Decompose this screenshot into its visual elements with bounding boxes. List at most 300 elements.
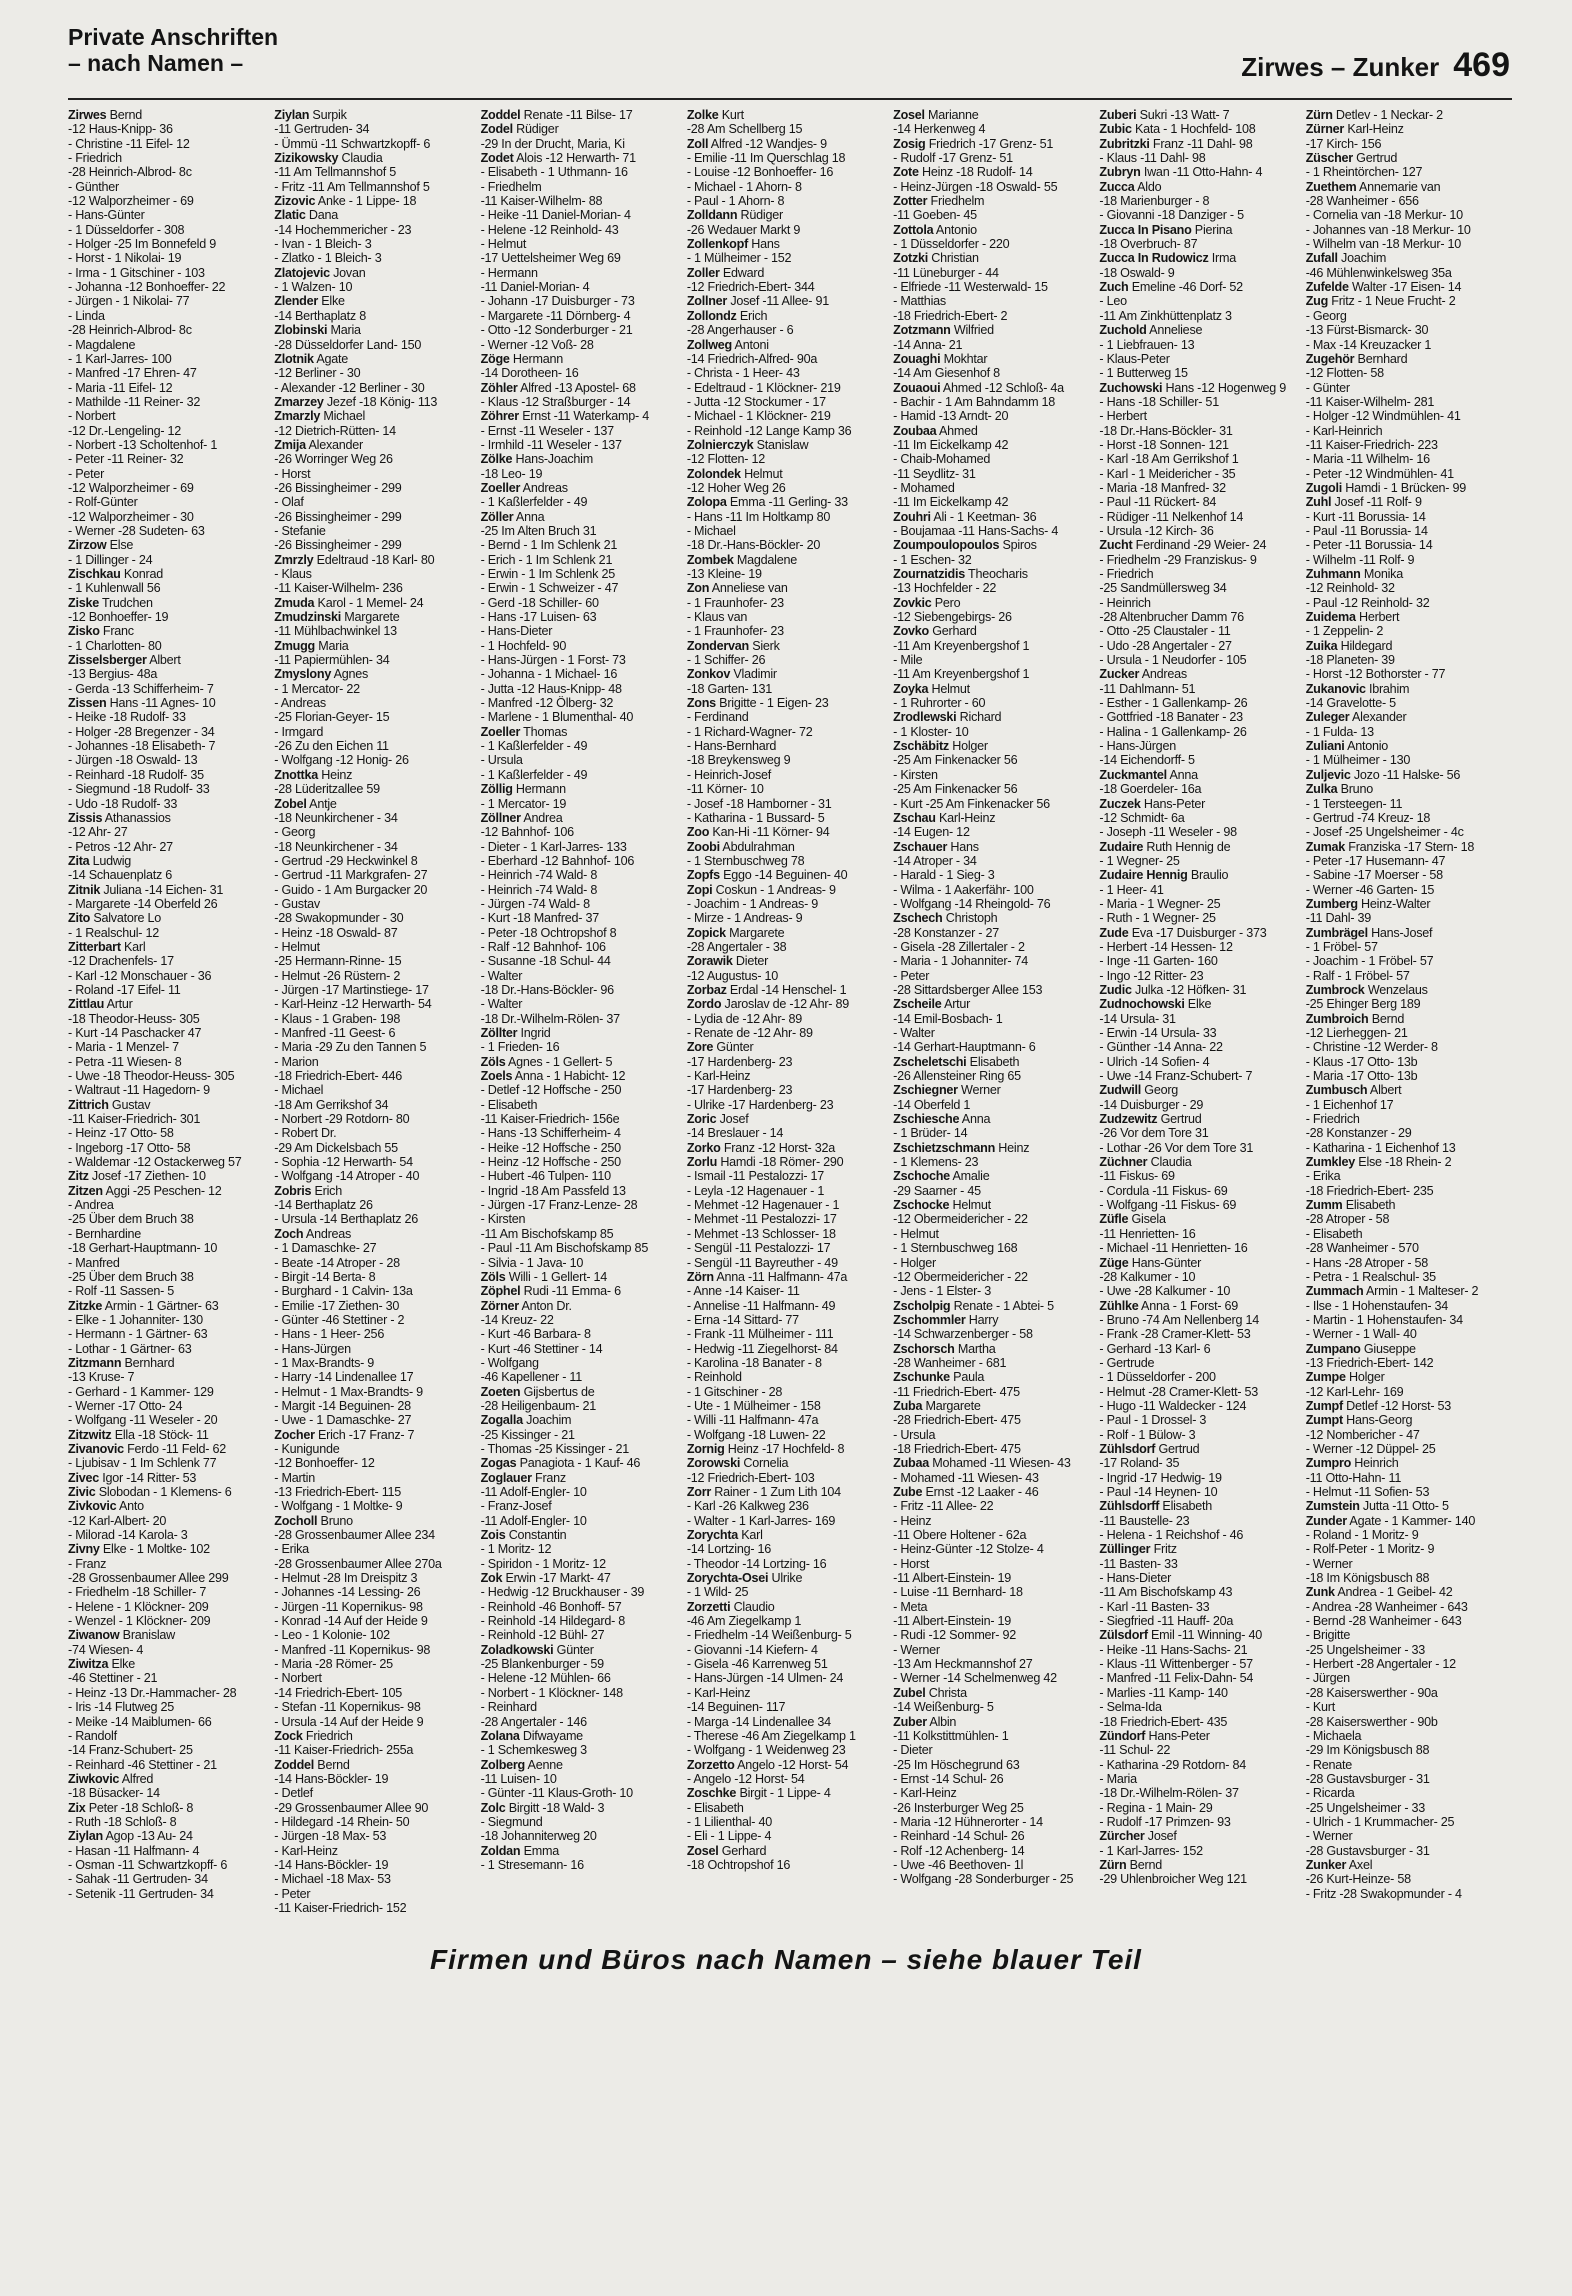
directory-line: - Wolfgang -14 Rheingold- 76	[893, 896, 1051, 911]
directory-line: - Reinhold -46 Bonhoff- 57	[480, 1599, 622, 1614]
directory-line: -14 Emil-Bosbach- 1	[893, 1011, 1003, 1026]
directory-line: - Fritz -11 Am Tellmannshof 5	[274, 179, 430, 194]
directory-line: - Guido - 1 Am Burgacker 20	[274, 882, 428, 897]
directory-line: - Paul -12 Reinhold- 32	[1305, 595, 1430, 610]
directory-line: -12 Lierheggen- 21	[1305, 1026, 1408, 1040]
directory-line: - Michael - 1 Klöckner- 219	[686, 409, 831, 424]
directory-line: -18 Friedrich-Ebert- 2	[893, 308, 1008, 323]
directory-line: - Heinrich -74 Wald- 8	[480, 882, 598, 897]
directory-line: -18 Gerhart-Hauptmann- 10	[68, 1241, 218, 1256]
directory-line: - Uwe -28 Kalkumer - 10	[1099, 1284, 1231, 1299]
directory-line: - Angelo -12 Horst- 54	[686, 1771, 805, 1786]
directory-line: -14 Eugen- 12	[893, 825, 970, 840]
surname-entry: Zodel Rüdiger	[480, 122, 559, 137]
directory-line: - 1 Klemens- 23	[893, 1155, 979, 1170]
surname: Zouaoui	[893, 380, 941, 395]
surname-entry: Zörn Anna -11 Halfmann- 47a	[686, 1269, 848, 1284]
directory-line: - Karl -11 Basten- 33	[1099, 1599, 1210, 1614]
directory-line: - Jürgen -11 Kopernikus- 98	[274, 1599, 423, 1614]
header-range	[1241, 46, 1510, 85]
surname: Zoddel	[480, 108, 521, 122]
surname: Zmrzly	[274, 552, 314, 567]
directory-line: - Franz-Josef	[480, 1499, 552, 1514]
directory-line: - Manfred -17 Ehren- 47	[68, 366, 197, 381]
directory-line: - 1 Damaschke- 27	[274, 1241, 377, 1256]
surname-entry: Züllinger Fritz	[1099, 1542, 1177, 1557]
directory-line: - Horst - 1 Nikolai- 19	[68, 251, 182, 266]
surname-entry: Zoumpoulopoulos Spiros	[893, 538, 1037, 553]
surname-entry: Zumkley Else -18 Rhein- 2	[1305, 1155, 1452, 1170]
surname-entry: Zopick Margarete	[686, 925, 785, 940]
surname-entry: Zoo Kan-Hi -11 Körner- 94	[686, 825, 830, 840]
directory-line: - Reinhard -18 Rudolf- 35	[68, 767, 204, 782]
directory-line: -12 Siebengebirgs- 26	[893, 610, 1012, 625]
directory-line: - Josef -18 Hamborner - 31	[686, 796, 832, 811]
directory-line: - Paul - 1 Drossel- 3	[1099, 1413, 1207, 1428]
directory-line: - Werner	[1305, 1556, 1353, 1571]
directory-line: - Hans-Jürgen	[274, 1341, 351, 1356]
directory-line: -12 Flotten- 12	[686, 452, 765, 467]
directory-line: - 1 Butterweg 15	[1099, 366, 1188, 381]
surname: Zumbusch	[1305, 1083, 1368, 1098]
surname-entry: Zube Ernst -12 Laaker - 46	[893, 1485, 1039, 1499]
surname: Zmija	[274, 437, 306, 452]
surname: Zscholpig	[893, 1298, 951, 1313]
directory-column-5	[893, 108, 1099, 2138]
directory-line: - Erwin -14 Ursula- 33	[1099, 1026, 1217, 1040]
surname-entry: Zitnik Juliana -14 Eichen- 31	[68, 882, 224, 897]
directory-line: - Udo -28 Angertaler - 27	[1099, 638, 1232, 653]
directory-line: - 1 Kuhlenwall 56	[68, 581, 161, 596]
surname: Zizikowsky	[274, 151, 339, 166]
surname: Zschiegner	[893, 1083, 958, 1098]
surname-entry: Zouhri Ali - 1 Keetman- 36	[893, 509, 1037, 524]
directory-line: - Mehmet -11 Pestalozzi- 17	[686, 1212, 837, 1227]
surname-entry: Zöllig Hermann	[480, 782, 566, 797]
directory-line: - Klaus - 1 Graben- 198	[274, 1011, 401, 1026]
surname-entry: Zug Fritz - 1 Neue Frucht- 2	[1305, 294, 1456, 309]
directory-line: -18 Overbruch- 87	[1099, 237, 1198, 252]
directory-line: - Irma - 1 Gitschiner - 103	[68, 265, 205, 280]
surname-entry: Zuika Hildegard	[1305, 638, 1393, 653]
surname-entry: Zölke Hans-Joachim	[480, 452, 593, 467]
directory-line: - Brigitte	[1305, 1628, 1351, 1643]
directory-line: - Werner - 1 Wall- 40	[1305, 1327, 1417, 1342]
surname: Zobris	[274, 1183, 312, 1198]
directory-line: - 1 Dillinger - 24	[68, 552, 153, 567]
directory-line: -26 Wedauer Markt 9	[686, 222, 801, 237]
surname-entry: Zulka Bruno	[1305, 782, 1373, 797]
surname: Zix	[68, 1800, 86, 1815]
directory-line: - Beate -14 Atroper - 28	[274, 1255, 400, 1270]
directory-line: - Silvia - 1 Java- 10	[480, 1255, 584, 1270]
directory-line: - Matthias	[893, 294, 946, 309]
directory-line: - Mirze - 1 Andreas- 9	[686, 911, 803, 926]
directory-line: -18 Friedrich-Ebert- 475	[893, 1441, 1021, 1456]
surname: Zlender	[274, 294, 319, 309]
directory-line: -25 Ungelsheimer - 33	[1305, 1800, 1426, 1815]
directory-line: -28 Atroper - 58	[1305, 1212, 1390, 1227]
directory-line: - Frank -28 Cramer-Klett- 53	[1099, 1327, 1251, 1342]
surname-entry: Zivanovic Ferdo -11 Feld- 62	[68, 1441, 226, 1456]
directory-line: -28 Heiligenbaum- 21	[480, 1398, 596, 1413]
surname: Zoglauer	[480, 1470, 532, 1485]
section-title-line-1: Private Anschriften	[68, 24, 279, 50]
surname: Zscheletschi	[893, 1054, 967, 1069]
directory-line: - Herbert	[1099, 409, 1147, 424]
directory-line: - Paul - 1 Ahorn- 8	[686, 194, 785, 209]
surname-entry: Zottola Antonio	[893, 222, 977, 237]
surname-entry: Zucker Andreas	[1099, 667, 1187, 682]
directory-line: - Martin - 1 Hohenstaufen- 34	[1305, 1312, 1463, 1327]
directory-line: - Elke - 1 Johanniter- 130	[68, 1312, 203, 1327]
surname-entry: Zscheile Artur	[893, 997, 971, 1012]
directory-line: -17 Uettelsheimer Weg 69	[480, 251, 621, 266]
directory-line: -28 Sittardsberger Allee 153	[893, 982, 1043, 997]
footer-note: Firmen und Büros nach Namen – siehe blauer Teil	[430, 1944, 1142, 1975]
directory-line: - Ralf - 1 Fröbel- 57	[1305, 968, 1410, 983]
directory-line: -18 Johanniterweg 20	[480, 1829, 597, 1844]
directory-line: - Luise -11 Bernhard- 18	[893, 1585, 1023, 1600]
directory-line: -13 Fürst-Bismarck- 30	[1305, 323, 1429, 338]
directory-line: -14 Hans-Böckler- 19	[274, 1771, 389, 1786]
surname-entry: Zöller Anna	[480, 509, 545, 524]
directory-line: - Heike -18 Rudolf- 33	[68, 710, 186, 725]
surname: Zube	[893, 1485, 923, 1499]
directory-line: - Emilie -17 Ziethen- 30	[274, 1298, 400, 1313]
surname: Zoldan	[480, 1843, 521, 1858]
directory-line: - Milorad -14 Karola- 3	[68, 1528, 188, 1543]
directory-line: - Georg	[1305, 308, 1347, 323]
surname: Zogas	[480, 1456, 517, 1471]
directory-line: - Gustav	[274, 896, 320, 911]
surname: Zote	[893, 165, 919, 180]
surname: Zischkau	[68, 567, 121, 581]
directory-line: - Heinz-Günter -12 Stolze- 4	[893, 1542, 1044, 1557]
surname-entry: Zobris Erich	[274, 1183, 342, 1198]
surname: Zuhl	[1305, 495, 1332, 510]
surname: Zschocke	[893, 1198, 950, 1213]
surname-entry: Zoels Anna - 1 Habicht- 12	[480, 1069, 626, 1084]
directory-line: -18 Planeten- 39	[1305, 653, 1395, 668]
directory-line: - Susanne -18 Schul- 44	[480, 954, 611, 969]
directory-line: -14 Oberfeld 1	[893, 1097, 971, 1112]
surname-entry: Zosig Friedrich -17 Grenz- 51	[893, 136, 1054, 151]
directory-line: - 1 Eichenhof 17	[1305, 1097, 1394, 1112]
surname-entry: Zudwill Georg	[1099, 1083, 1179, 1098]
directory-line: -12 Bahnhof- 106	[480, 825, 574, 840]
directory-line: - Sophia -12 Herwarth- 54	[274, 1155, 413, 1170]
surname: Zubritzki	[1099, 136, 1150, 151]
surname: Zummach	[1305, 1284, 1364, 1299]
directory-line: - Horst -18 Sonnen- 121	[1099, 437, 1229, 452]
directory-line: -29 Im Königsbusch 88	[1305, 1743, 1430, 1758]
directory-line: - Peter -12 Windmühlen- 41	[1305, 466, 1454, 481]
directory-line: - Maria - 1 Wegner- 25	[1099, 896, 1221, 911]
directory-line: - Johanna -12 Bonhoeffer- 22	[68, 280, 226, 295]
surname-entry: Zoubaa Ahmed	[893, 423, 978, 438]
directory-line: -12 Obermeidericher - 22	[893, 1269, 1028, 1284]
surname: Zoumpoulopoulos	[893, 538, 1000, 553]
directory-line: - Elisabeth - 1 Uthmann- 16	[480, 165, 628, 180]
surname: Zois	[480, 1528, 506, 1543]
directory-line: -18 Oswald- 9	[1099, 265, 1175, 280]
directory-line: -18 Am Gerrikshof 34	[274, 1097, 389, 1112]
directory-line: - Katharina -29 Rotdorn- 84	[1099, 1757, 1246, 1772]
directory-line: - Werner	[893, 1642, 940, 1657]
surname-entry: Zrodlewski Richard	[893, 710, 1002, 725]
directory-line: - Otto -25 Claustaler - 11	[1099, 624, 1231, 639]
directory-line: - Wilhelm van -18 Merkur- 10	[1305, 237, 1462, 252]
directory-line: - Mohamed	[893, 480, 955, 495]
directory-line: - 1 Rheintörchen- 127	[1305, 165, 1423, 180]
directory-line: -12 Reinhold- 32	[1305, 581, 1395, 596]
directory-line: -12 Friedrich-Ebert- 103	[686, 1470, 815, 1485]
directory-line: - Helmut -28 Cramer-Klett- 53	[1099, 1384, 1259, 1399]
surname: Zittrich	[68, 1097, 109, 1112]
surname-entry: Zitterbart Karl	[68, 939, 146, 954]
surname: Zoels	[480, 1069, 513, 1084]
surname: Zornig	[686, 1441, 725, 1456]
directory-line: -11 Adolf-Engler- 10	[480, 1513, 587, 1528]
directory-line: - Jürgen -74 Wald- 8	[480, 896, 590, 911]
directory-line: - Elisabeth	[480, 1097, 538, 1112]
surname: Zock	[274, 1728, 303, 1743]
surname: Zotter	[893, 194, 928, 209]
directory-line: - Wolfgang -14 Atroper - 40	[274, 1169, 420, 1184]
surname: Zosel	[686, 1843, 719, 1858]
directory-line: -14 Gravelotte- 5	[1305, 696, 1396, 711]
directory-line: - Christa - 1 Heer- 43	[686, 366, 800, 381]
directory-line: - Jürgen -18 Oswald- 13	[68, 753, 198, 768]
directory-line: - Konrad -14 Auf der Heide 9	[274, 1614, 428, 1629]
surname-entry: Zumbusch Albert	[1305, 1083, 1402, 1098]
surname-entry: Zürn Detlev - 1 Neckar- 2	[1305, 108, 1443, 122]
directory-line: -12 Flotten- 58	[1305, 366, 1384, 381]
surname: Zolberg	[480, 1757, 525, 1772]
directory-line: -46 Mühlenwinkelsweg 35a	[1305, 265, 1452, 280]
surname-entry: Zopfs Eggo -14 Beguinen- 40	[686, 868, 848, 883]
surname: Zodel	[480, 122, 513, 137]
directory-line: - Ernst -14 Schul- 26	[893, 1771, 1004, 1786]
surname-entry: Zmrzly Edeltraud -18 Karl- 80	[274, 552, 435, 567]
directory-line: - Johannes -14 Lessing- 26	[274, 1585, 421, 1600]
directory-line: - 1 Düsseldorfer - 308	[68, 222, 185, 237]
directory-line: - Waldemar -12 Ostackerweg 57	[68, 1155, 242, 1170]
directory-column-2	[274, 108, 480, 2138]
surname-entry: Zoldan Emma	[480, 1843, 559, 1858]
directory-line: -11 Kaiser-Friedrich- 255a	[274, 1743, 414, 1758]
directory-line: - Reinhard -14 Schul- 26	[893, 1829, 1025, 1844]
directory-line: -12 Augustus- 10	[686, 968, 779, 983]
surname: Zschoche	[893, 1169, 950, 1184]
surname: Zosig	[893, 136, 926, 151]
surname-entry: Zschocke Helmut	[893, 1198, 991, 1213]
surname: Zugoli	[1305, 480, 1342, 495]
directory-line: - Therese -46 Am Ziegelkamp 1	[686, 1728, 856, 1743]
surname: Zissen	[68, 696, 107, 711]
directory-line: - Petros -12 Ahr- 27	[68, 839, 173, 854]
surname: Zude	[1099, 925, 1129, 940]
surname-entry: Zoschke Birgit - 1 Lippe- 4	[686, 1786, 831, 1801]
surname: Ziwanow	[68, 1628, 120, 1643]
surname: Zschommler	[893, 1312, 966, 1327]
directory-line: - Willi -11 Halfmann- 47a	[686, 1413, 819, 1428]
directory-line: -11 Basten- 33	[1099, 1556, 1178, 1571]
directory-line: -46 Kapellener - 11	[480, 1370, 582, 1385]
directory-line: -11 Im Eickelkamp 42	[893, 495, 1009, 510]
directory-line: -28 Angertaler - 38	[686, 939, 787, 954]
surname-entry: Zoobi Abdulrahman	[686, 839, 795, 854]
surname: Ziwkovic	[68, 1771, 120, 1786]
directory-line: - Martin	[274, 1470, 315, 1485]
directory-line: -26 Insterburger Weg 25	[893, 1800, 1024, 1815]
surname-entry: Zschech Christoph	[893, 911, 998, 926]
surname: Zoddel	[274, 1757, 315, 1772]
surname: Zmyslony	[274, 667, 332, 682]
surname-entry: Zscholpig Renate - 1 Abtei- 5	[893, 1298, 1054, 1313]
directory-line: - Helene -12 Reinhold- 43	[480, 222, 619, 237]
directory-line: - Werner -46 Garten- 15	[1305, 882, 1435, 897]
directory-line: - Maria - 1 Menzel- 7	[68, 1040, 179, 1055]
directory-line: - Louise -12 Bonhoeffer- 16	[686, 165, 834, 180]
directory-line: - 1 Mülheimer - 152	[686, 251, 792, 266]
surname-entry: Zivic Slobodan - 1 Klemens- 6	[68, 1485, 232, 1499]
surname-entry: Zörner Anton Dr.	[480, 1298, 572, 1313]
surname-entry: Zude Eva -17 Duisburger - 373	[1099, 925, 1267, 940]
surname-entry: Zürn Bernd	[1099, 1857, 1162, 1872]
surname: Zolnierczyk	[686, 437, 754, 452]
directory-line: -12 Walporzheimer - 69	[68, 480, 194, 495]
surname-entry: Zumberg Heinz-Walter	[1305, 896, 1431, 911]
surname: Zschunke	[893, 1370, 950, 1385]
surname-entry: Zudaire Ruth Hennig de	[1099, 839, 1231, 854]
directory-line: -28 Wanheimer - 570	[1305, 1241, 1419, 1256]
directory-line: -14 Atroper - 34	[893, 853, 977, 868]
directory-line: - Wilhelm -11 Rolf- 9	[1305, 552, 1415, 567]
directory-line: -18 Friedrich-Ebert- 435	[1099, 1714, 1228, 1729]
directory-line: -11 Körner- 10	[686, 782, 764, 797]
directory-line: - Erika	[1305, 1169, 1341, 1184]
surname-entry: Zlatojevic Jovan	[274, 265, 366, 280]
directory-line: - Petra -11 Wiesen- 8	[68, 1054, 182, 1069]
directory-line: -25 Ungelsheimer - 33	[1305, 1642, 1426, 1657]
directory-line: -28 Grossenbaumer Allee 270a	[274, 1556, 442, 1571]
surname: Zocher	[274, 1427, 315, 1442]
surname-entry: Zollondz Erich	[686, 308, 768, 323]
surname-entry: Zotter Friedhelm	[893, 194, 985, 209]
directory-line: - Ingrid -17 Hedwig- 19	[1099, 1470, 1222, 1485]
directory-line: -17 Roland- 35	[1099, 1456, 1180, 1471]
directory-line: - Michael -18 Max- 53	[274, 1872, 391, 1887]
directory-line: - Manfred	[68, 1255, 120, 1270]
surname: Zosel	[893, 108, 925, 122]
surname: Zuhmann	[1305, 567, 1361, 581]
surname-entry: Zirzow Else	[68, 538, 134, 553]
directory-line: - Herbert -28 Angertaler - 12	[1305, 1657, 1456, 1672]
directory-line: - Joachim - 1 Fröbel- 57	[1305, 954, 1434, 969]
surname: Zopi	[686, 882, 713, 897]
directory-line: - Michael	[274, 1083, 324, 1098]
surname-entry: Zitzke Armin - 1 Gärtner- 63	[68, 1298, 219, 1313]
directory-line: -12 Karl-Albert- 20	[68, 1513, 167, 1528]
surname-entry: Ziwanow Branislaw	[68, 1628, 176, 1643]
surname: Zmarzey	[274, 394, 324, 409]
surname: Zopfs	[686, 868, 720, 883]
directory-line: -25 Über dem Bruch 38	[68, 1212, 194, 1227]
directory-line: - Karl-Heinz	[686, 1069, 751, 1084]
directory-line: -14 Berthaplatz 26	[274, 1198, 373, 1213]
directory-line: - Gerda -13 Schifferheim- 7	[68, 681, 214, 696]
directory-line: - Holger	[893, 1255, 936, 1270]
surname: Zitzen	[68, 1183, 103, 1198]
surname-entry: Zoddel Bernd	[274, 1757, 350, 1772]
surname: Zöls	[480, 1054, 506, 1069]
directory-line: - Lothar -26 Vor dem Tore 31	[1099, 1140, 1254, 1155]
surname-entry: Zuethem Annemarie van	[1305, 179, 1441, 194]
directory-line: - Regina - 1 Main- 29	[1099, 1800, 1213, 1815]
directory-line: - Peter	[274, 1886, 311, 1901]
surname: Zoeller	[480, 480, 521, 495]
directory-line: -11 Albert-Einstein- 19	[893, 1614, 1012, 1629]
directory-line: - 1 Schiffer- 26	[686, 653, 766, 668]
directory-line: - Reinhard	[480, 1700, 537, 1715]
directory-line: - Hans-Jürgen -14 Ulmen- 24	[686, 1671, 844, 1686]
directory-line: - Günter	[1305, 380, 1350, 395]
surname-entry: Zote Heinz -18 Rudolf- 14	[893, 165, 1033, 180]
surname: Zirzow	[68, 538, 107, 553]
directory-line: - Siegmund	[480, 1814, 543, 1829]
directory-line: - Klaus	[274, 567, 312, 581]
directory-line: - Günther -14 Anna- 22	[1099, 1040, 1223, 1055]
surname: Zucker	[1099, 667, 1140, 682]
surname: Zlatic	[274, 208, 306, 223]
directory-line: -28 Konstanzer - 27	[893, 925, 999, 940]
directory-line: -11 Luisen- 10	[480, 1771, 557, 1786]
surname-entry: Zuberi Sukri -13 Watt- 7	[1099, 108, 1230, 122]
directory-line: - 1 Fulda- 13	[1305, 724, 1374, 739]
directory-line: -11 Otto-Hahn- 11	[1305, 1470, 1402, 1485]
surname-entry: Zuchowski Hans -12 Hogenweg 9	[1099, 380, 1287, 395]
directory-line: - Maria -28 Römer- 25	[274, 1657, 393, 1672]
directory-line: -11 Lüneburger - 44	[893, 265, 999, 280]
section-title-line-2: – nach Namen –	[68, 50, 244, 76]
surname-entry: Zöge Hermann	[480, 351, 563, 366]
surname-entry: Zülsdorf Emil -11 Winning- 40	[1099, 1628, 1262, 1643]
directory-line: - Elisabeth	[1305, 1226, 1363, 1241]
surname: Zülsdorf	[1099, 1628, 1148, 1643]
directory-line: - Joseph -11 Weseler - 98	[1099, 825, 1237, 840]
directory-line: - Hans -17 Luisen- 63	[480, 610, 597, 625]
directory-line: - Heinz -18 Oswald- 87	[274, 925, 398, 940]
directory-line: -74 Wiesen- 4	[68, 1642, 144, 1657]
directory-line: - Setenik -11 Gertruden- 34	[68, 1886, 214, 1901]
directory-line: -11 Im Eickelkamp 42	[893, 437, 1009, 452]
directory-line: -18 Marienburger - 8	[1099, 194, 1210, 209]
surname-entry: Zivny Elke - 1 Moltke- 102	[68, 1542, 210, 1557]
surname-entry: Zizikowsky Claudia	[274, 151, 383, 166]
directory-line: - Rolf - 1 Bülow- 3	[1099, 1427, 1196, 1442]
directory-line: - Jürgen -17 Martinstiege- 17	[274, 982, 429, 997]
surname-entry: Zudic Julka -12 Höfken- 31	[1099, 982, 1247, 997]
directory-line: - Klaus -17 Otto- 13b	[1305, 1054, 1418, 1069]
surname-entry: Zuljevic Jozo -11 Halske- 56	[1305, 767, 1461, 782]
directory-line: - Peter	[893, 968, 930, 983]
surname: Zöls	[480, 1269, 506, 1284]
directory-line: - Ferdinand	[686, 710, 749, 725]
directory-line: - Renate de -12 Ahr- 89	[686, 1026, 813, 1040]
directory-line: - Heinz -17 Otto- 58	[68, 1126, 174, 1141]
